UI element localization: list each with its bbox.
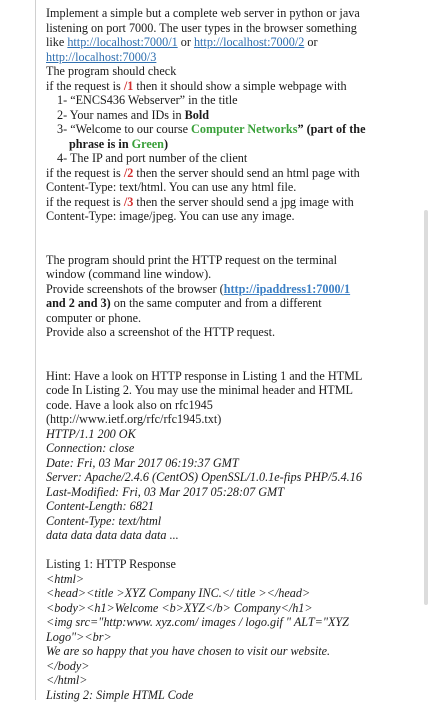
spacer — [46, 340, 418, 355]
intro-line: Implement a simple but a complete web server in python or java — [46, 6, 418, 21]
text: if the request is — [46, 79, 124, 93]
response-line: Server: Apache/2.4.6 (CentOS) OpenSSL/1.0.1e-fips PHP/5.4.16 — [46, 470, 418, 485]
condition-3 — [46, 195, 418, 210]
text: then the server should send a jpg image with — [133, 195, 353, 209]
spacer — [46, 354, 418, 369]
print-line — [46, 282, 418, 297]
code-line: <img src="http:www. xyz.com/ images / logo.gif " ALT="XYZ — [46, 615, 418, 630]
listing-2-caption: Listing 2: Simple HTML Code — [46, 688, 418, 702]
print-line — [46, 296, 418, 311]
response-line: Content-Type: text/html — [46, 514, 418, 529]
code-line: Logo"><br> — [46, 630, 418, 645]
url-link-1[interactable]: http://localhost:7000/1 — [67, 35, 177, 49]
listing-1-caption: Listing 1: HTTP Response — [46, 557, 418, 572]
green-text: Green — [132, 137, 164, 151]
text: if the request is — [46, 166, 124, 180]
computer-networks-text: Computer Networks — [191, 122, 297, 136]
text: 2- Your names and IDs in — [57, 108, 185, 122]
text: Provide screenshots of the browser ( — [46, 282, 224, 296]
intro-line — [46, 35, 418, 50]
hint-line: code. Have a look also on rfc1945 — [46, 398, 418, 413]
response-line: Content-Length: 6821 — [46, 499, 418, 514]
condition-2-line: Content-Type: text/html. You can use any html file. — [46, 180, 418, 195]
intro-line — [46, 50, 418, 65]
text: or — [178, 35, 194, 49]
list-item-4: 4- The IP and port number of the client — [46, 151, 418, 166]
list-item-3-cont — [46, 137, 418, 152]
response-line: Date: Fri, 03 Mar 2017 06:19:37 GMT — [46, 456, 418, 471]
assignment-text — [46, 6, 418, 702]
text: like — [46, 35, 67, 49]
code-line: <head><title >XYZ Company INC.</ title ></head> — [46, 586, 418, 601]
path-2: /2 — [124, 166, 133, 180]
spacer — [46, 238, 418, 253]
page-divider — [35, 0, 36, 700]
print-line: The program should print the HTTP request on the terminal — [46, 253, 418, 268]
text: ” (part of the — [297, 122, 365, 136]
path-3: /3 — [124, 195, 133, 209]
code-line: We are so happy that you have chosen to visit our website. — [46, 644, 418, 659]
bold-text: Bold — [185, 108, 209, 122]
text: phrase is in — [69, 137, 132, 151]
url-link-2[interactable]: http://localhost:7000/2 — [194, 35, 304, 49]
code-line: </body> — [46, 659, 418, 674]
response-line: Connection: close — [46, 441, 418, 456]
intro-line: listening on port 7000. The user types in the browser something — [46, 21, 418, 36]
ipaddress-link[interactable]: http://ipaddress1:7000/1 — [224, 282, 350, 296]
hint-line: (http://www.ietf.org/rfc/rfc1945.txt) — [46, 412, 418, 427]
scrollbar[interactable] — [424, 210, 428, 605]
check-heading: The program should check — [46, 64, 418, 79]
print-line: computer or phone. — [46, 311, 418, 326]
condition-3-line: Content-Type: image/jpeg. You can use any image. — [46, 209, 418, 224]
hint-line: code In Listing 2. You may use the minimal header and HTML — [46, 383, 418, 398]
text: 3- “Welcome to our course — [57, 122, 191, 136]
url-link-3[interactable]: http://localhost:7000/3 — [46, 50, 156, 64]
text: if the request is — [46, 195, 124, 209]
list-item-3 — [46, 122, 418, 137]
response-line: data data data data data ... — [46, 528, 418, 543]
print-line: Provide also a screenshot of the HTTP request. — [46, 325, 418, 340]
response-line: HTTP/1.1 200 OK — [46, 427, 418, 442]
code-line: </html> — [46, 673, 418, 688]
spacer — [46, 224, 418, 239]
print-line: window (command line window). — [46, 267, 418, 282]
spacer — [46, 543, 418, 558]
code-line: <html> — [46, 572, 418, 587]
condition-2 — [46, 166, 418, 181]
text: on the same computer and from a different — [111, 296, 322, 310]
text: then the server should send an html page with — [133, 166, 359, 180]
bold-text: and 2 and 3) — [46, 296, 111, 310]
hint-line: Hint: Have a look on HTTP response in Listing 1 and the HTML — [46, 369, 418, 384]
list-item-1: 1- “ENCS436 Webserver” in the title — [46, 93, 418, 108]
condition-1 — [46, 79, 418, 94]
code-line: <body><h1>Welcome <b>XYZ</b> Company</h1> — [46, 601, 418, 616]
text: ) — [164, 137, 168, 151]
response-line: Last-Modified: Fri, 03 Mar 2017 05:28:07 GMT — [46, 485, 418, 500]
text: then it should show a simple webpage with — [133, 79, 346, 93]
path-1: /1 — [124, 79, 133, 93]
list-item-2 — [46, 108, 418, 123]
text: or — [304, 35, 317, 49]
